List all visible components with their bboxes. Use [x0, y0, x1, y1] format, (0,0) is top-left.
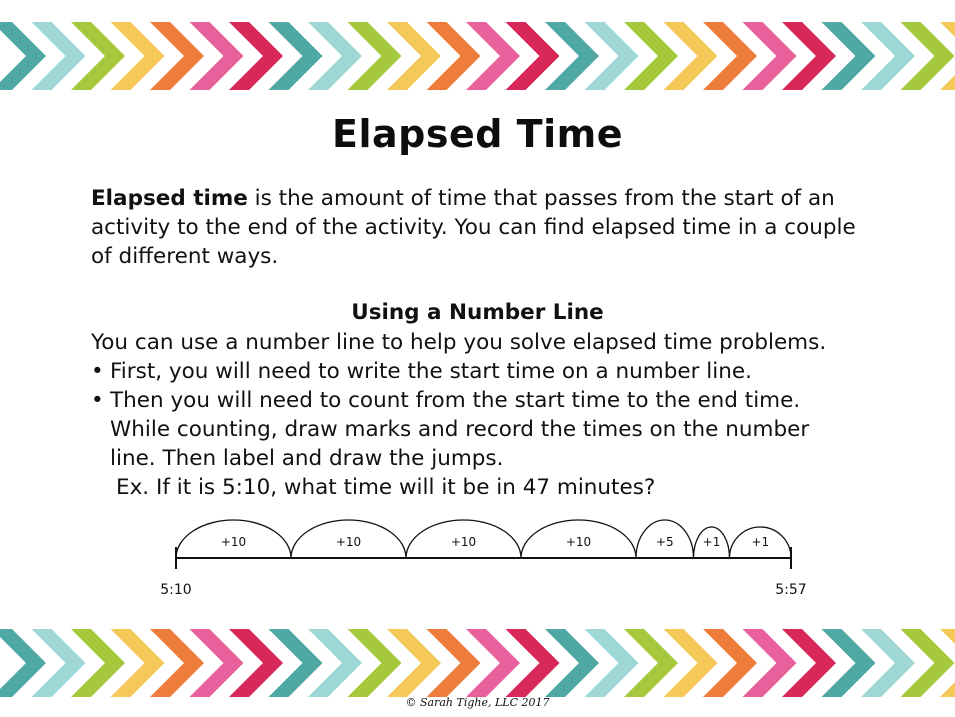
- steps-list: [91, 357, 861, 473]
- page-title: Elapsed Time: [332, 112, 623, 156]
- step-item: • Then you will need to count from the start time to the end time. While counting, draw marks and record the times on the number line. Then label and draw the jumps.: [91, 386, 861, 473]
- number-line-diagram: [0, 500, 955, 610]
- jump-label: +10: [335, 535, 362, 549]
- copyright-footer: © Sarah Tighe, LLC 2017: [405, 696, 550, 709]
- chevron-shape: [0, 22, 46, 90]
- jump-label: +5: [655, 535, 674, 549]
- jump-label: +10: [565, 535, 592, 549]
- chevron-border-bottom: [0, 621, 955, 705]
- jump-label: +10: [450, 535, 477, 549]
- jump-label: +10: [220, 535, 247, 549]
- section-lead: You can use a number line to help you solve elapsed time problems.: [91, 330, 827, 355]
- chevron-border-top: [0, 14, 955, 98]
- example-question: Ex. If it is 5:10, what time will it be in 47 minutes?: [116, 475, 656, 500]
- intro-text: is the amount of time that passes from the start of an activity to the end of the activity. You can find elapsed time in a couple of different ways.: [91, 186, 856, 269]
- jump-label: +1: [702, 535, 721, 549]
- start-time-label: 5:10: [160, 582, 192, 598]
- section-heading: Using a Number Line: [351, 300, 604, 325]
- intro-paragraph: [91, 184, 871, 271]
- end-time-label: 5:57: [775, 582, 807, 598]
- intro-term: Elapsed time: [91, 186, 248, 211]
- jump-label: +1: [751, 535, 770, 549]
- chevron-shape: [0, 629, 46, 697]
- step-item: • First, you will need to write the start time on a number line.: [91, 357, 861, 386]
